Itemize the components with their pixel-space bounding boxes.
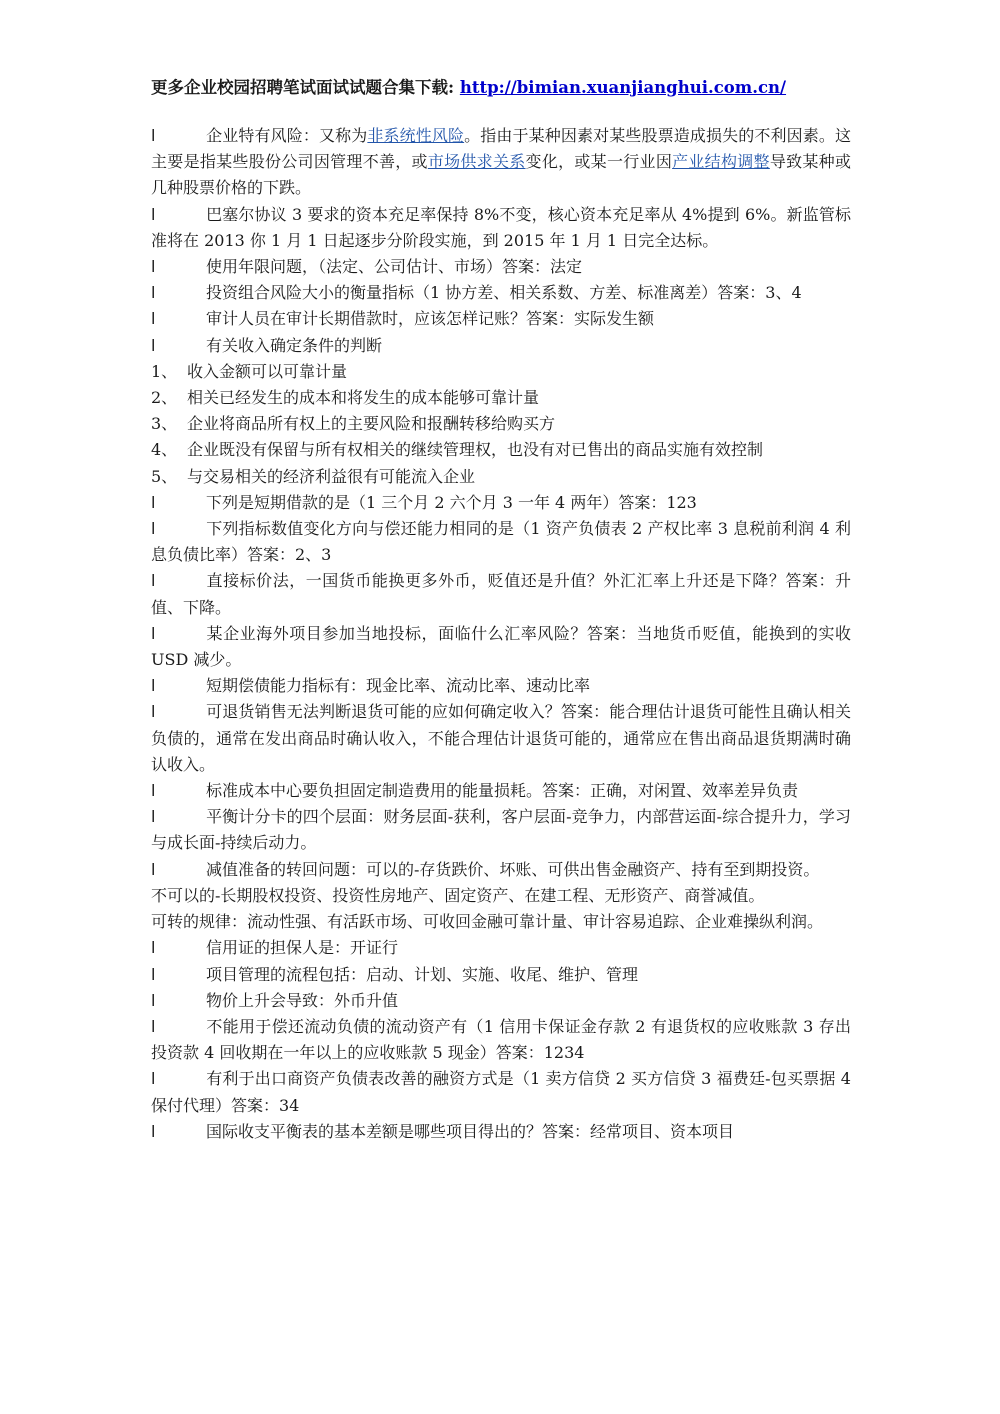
bullet-marker: l (151, 781, 156, 801)
bullet-item (151, 254, 851, 280)
bullet-item (151, 804, 851, 856)
bullet-item (151, 962, 851, 988)
term-link[interactable]: 产业结构调整 (672, 152, 770, 172)
item-text: 下列指标数值变化方向与偿还能力相同的是（1 资产负债表 2 产权比率 3 息税前利润 4 利息负债比率）答案：2、3 (151, 519, 851, 565)
item-text: 使用年限问题，（法定、公司估计、市场）答案：法定 (206, 257, 583, 277)
paragraph (151, 909, 851, 935)
bullet-marker: l (151, 990, 156, 1010)
item-text: 巴塞尔协议 3 要求的资本充足率保持 8%不变，核心资本充足率从 4%提到 6%。新监管标准将在 2013 你 1 月 1 日起逐步分阶段实施，到 2015 年 1 月 1 日完全达标。 (151, 204, 851, 250)
item-text: 企业既没有保留与所有权相关的继续管理权，也没有对已售出的商品实施有效控制 (187, 440, 764, 460)
item-text: 不能用于偿还流动负债的流动资产有（1 信用卡保证金存款 2 有退货权的应收账款 3 存出投资款 4 回收期在一年以上的应收账款 5 现金）答案：1234 (151, 1016, 851, 1063)
numbered-item (151, 464, 851, 490)
item-text: 项目管理的流程包括：启动、计划、实施、收尾、维护、管理 (206, 964, 639, 984)
item-number: 5、 (151, 466, 178, 486)
bullet-item (151, 306, 851, 332)
numbered-item (151, 359, 851, 385)
bullet-marker: l (151, 807, 156, 827)
bullet-marker: l (151, 519, 156, 539)
bullet-item (151, 490, 851, 516)
bullet-marker: l (151, 204, 156, 224)
item-text: 直接标价法，一国货币能换更多外币，贬值还是升值？外汇汇率上升还是下降？答案：升值、下降。 (151, 571, 851, 617)
bullet-item (151, 699, 851, 778)
item-text: 不可以的-长期股权投资、投资性房地产、固定资产、在建工程、无形资产、商誉减值。 (151, 885, 765, 905)
bullet-marker: l (151, 1121, 156, 1141)
item-text: 短期偿债能力指标有：现金比率、流动比率、速动比率 (206, 676, 591, 696)
bullet-item (151, 1119, 851, 1145)
term-link[interactable]: 非系统性风险 (367, 126, 465, 145)
bullet-item (151, 673, 851, 699)
bullet-item (151, 202, 851, 254)
item-text: 信用证的担保人是：开证行 (206, 938, 399, 958)
item-text: 有利于出口商资产负债表改善的融资方式是（1 卖方信贷 2 买方信贷 3 福费廷-包买票据 4 保付代理）答案：34 (151, 1069, 851, 1115)
bullet-marker: l (151, 309, 156, 329)
item-text: 有关收入确定条件的判断 (206, 335, 383, 355)
bullet-marker: l (151, 335, 156, 355)
bullet-marker: l (151, 964, 156, 984)
bullet-item (151, 935, 851, 961)
bullet-item (151, 1066, 851, 1118)
bullet-item (151, 621, 851, 673)
item-text: 企业将商品所有权上的主要风险和报酬转移给购买方 (187, 414, 556, 434)
item-text: 物价上升会导致：外币升值 (206, 990, 399, 1010)
item-text: 审计人员在审计长期借款时，应该怎样记账？答案：实际发生额 (206, 309, 655, 329)
item-text: 企业特有风险：又称为非系统性风险。指由于某种因素对某些股票造成损失的不利因素。这主要是指某些股份公司因管理不善，或市场供求关系变化，或某一行业因产业结构调整导致某种或几种股票价格的下跌。 (151, 126, 851, 198)
item-number: 3、 (151, 414, 178, 434)
term-link[interactable]: 市场供求关系 (427, 152, 526, 172)
item-text: 下列是短期借款的是（1 三个月 2 六个月 3 一年 4 两年）答案：123 (206, 492, 697, 512)
item-text: 减值准备的转回问题：可以的-存货跌价、坏账、可供出售金融资产、持有至到期投资。 (206, 859, 820, 879)
item-number: 1、 (151, 361, 178, 381)
numbered-item (151, 385, 851, 411)
bullet-item (151, 568, 851, 620)
bullet-item (151, 516, 851, 568)
bullet-marker: l (151, 702, 156, 722)
bullet-marker: l (151, 1016, 156, 1036)
bullet-item (151, 1014, 851, 1066)
bullet-marker: l (151, 126, 156, 145)
numbered-item (151, 437, 851, 463)
bullet-marker: l (151, 938, 156, 958)
bullet-marker: l (151, 676, 156, 696)
paragraph (151, 883, 851, 909)
item-text: 可退货销售无法判断退货可能的应如何确定收入？答案：能合理估计退货可能性且确认相关负债的，通常在发出商品时确认收入，不能合理估计退货可能的，通常应在售出商品退货期满时确认收入。 (151, 702, 851, 774)
bullet-marker: l (151, 257, 156, 277)
download-header (151, 74, 786, 98)
bullet-item (151, 988, 851, 1014)
item-text: 投资组合风险大小的衡量指标（1 协方差、相关系数、方差、标准离差）答案：3、4 (206, 283, 802, 303)
download-link[interactable]: http://bimian.xuanjianghui.com.cn/ (459, 78, 787, 97)
item-text: 国际收支平衡表的基本差额是哪些项目得出的？答案：经常项目、资本项目 (206, 1121, 735, 1141)
bullet-item (151, 857, 851, 883)
bullet-item (151, 778, 851, 804)
numbered-item (151, 411, 851, 437)
item-text: 与交易相关的经济利益很有可能流入企业 (187, 466, 476, 486)
item-text: 相关已经发生的成本和将发生的成本能够可靠计量 (187, 388, 540, 408)
item-number: 4、 (151, 440, 178, 460)
bullet-item (151, 280, 851, 306)
item-text: 收入金额可以可靠计量 (187, 361, 348, 381)
item-text: 可转的规律：流动性强、有活跃市场、可收回金融可靠计量、审计容易追踪、企业难操纵利润。 (151, 912, 824, 932)
bullet-item (151, 123, 851, 202)
bullet-marker: l (151, 623, 156, 643)
bullet-marker: l (151, 283, 156, 303)
bullet-marker: l (151, 1069, 156, 1089)
item-text: 标准成本中心要负担固定制造费用的能量损耗。答案：正确，对闲置、效率差异负责 (206, 781, 799, 801)
bullet-item (151, 333, 851, 359)
item-text: 某企业海外项目参加当地投标，面临什么汇率风险？答案：当地货币贬值，能换到的实收 USD 减少。 (151, 623, 851, 670)
item-text: 平衡计分卡的四个层面：财务层面-获利，客户层面-竞争力，内部营运面-综合提升力，学习与成长面-持续后动力。 (151, 807, 851, 853)
bullet-marker: l (151, 859, 156, 879)
header-text: 更多企业校园招聘笔试面试试题合集下载: (151, 78, 455, 97)
document-body (151, 123, 851, 1145)
bullet-marker: l (151, 571, 156, 591)
bullet-marker: l (151, 492, 156, 512)
item-number: 2、 (151, 388, 178, 408)
